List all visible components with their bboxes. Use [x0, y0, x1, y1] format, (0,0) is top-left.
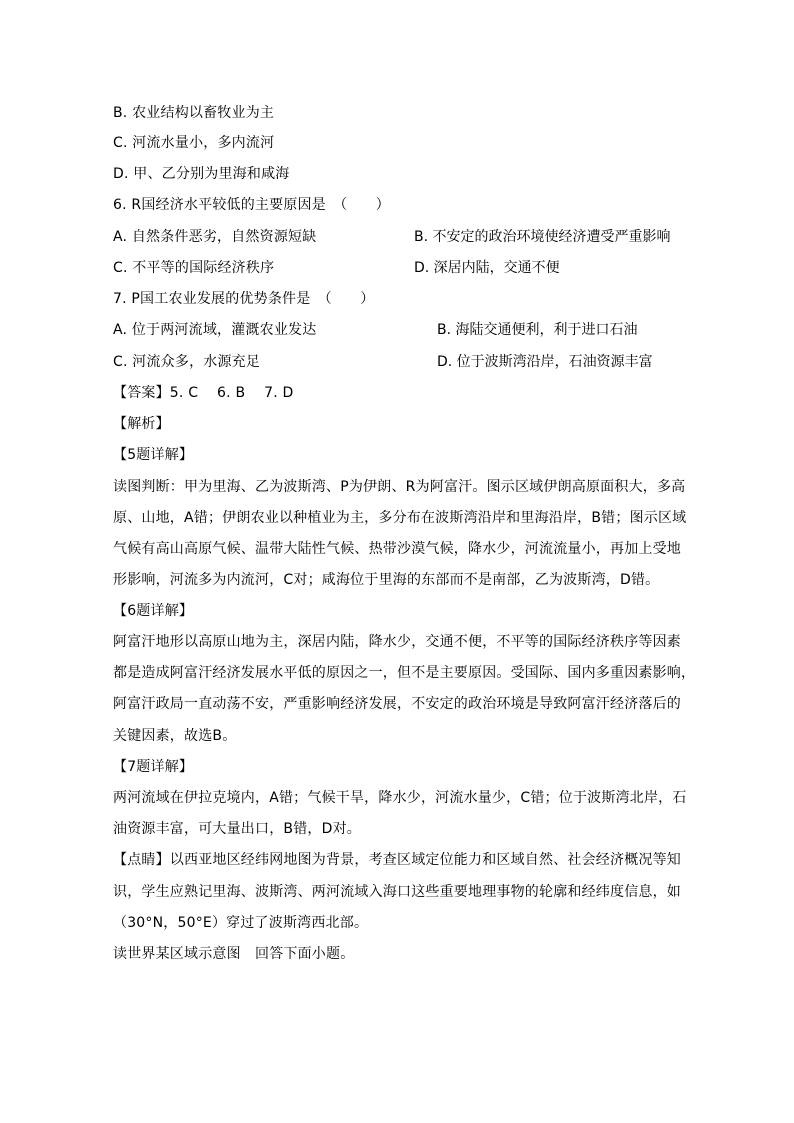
- detail-5-heading: 【5题详解】: [113, 447, 194, 463]
- detail-6-line-1: 阿富汗地形以高原山地为主，深居内陆，降水少，交通不便，不平等的国际经济秩序等因素: [113, 634, 681, 650]
- tip-line-2: 识，学生应熟记里海、波斯湾、两河流域入海口这些重要地理事物的轮廓和经纬度信息，如: [113, 884, 681, 900]
- question-6-option-d: D. 深居内陆，交通不便: [414, 260, 560, 276]
- option-b-line: B. 农业结构以畜牧业为主: [113, 105, 275, 121]
- tip-line-1: 【点睛】以西亚地区经纬网地图为背景，考查区域定位能力和区域自然、社会经济概况等知: [113, 852, 681, 868]
- question-7-option-c: C. 河流众多，水源充足: [113, 354, 261, 370]
- detail-7-line-1: 两河流域在伊拉克境内，A错；气候干旱，降水少，河流水量少，C错；位于波斯湾北岸，石: [113, 790, 687, 806]
- question-6-option-c: C. 不平等的国际经济秩序: [113, 260, 275, 276]
- detail-7-heading: 【7题详解】: [113, 759, 194, 775]
- detail-5-line-4: 形影响，河流多为内流河，C对；咸海位于里海的东部而不是南部，乙为波斯湾，D错。: [113, 572, 660, 588]
- detail-5-line-1: 读图判断：甲为里海、乙为波斯湾、P为伊朗、R为阿富汗。图示区域伊朗高原面积大，多高: [113, 479, 686, 495]
- question-6-option-b: B. 不安定的政治环境使经济遭受严重影响: [414, 229, 671, 245]
- option-d-line: D. 甲、乙分别为里海和咸海: [113, 166, 290, 182]
- detail-7-line-2: 油资源丰富，可大量出口，B错，D对。: [113, 821, 361, 837]
- detail-6-line-2: 都是造成阿富汗经济发展水平低的原因之一，但不是主要原因。受国际、国内多重因素影响，: [113, 665, 696, 681]
- detail-5-line-3: 气候有高山高原气候、温带大陆性气候、热带沙漠气候，降水少，河流流量小，再加上受地: [113, 541, 681, 557]
- question-6-option-a: A. 自然条件恶劣，自然资源短缺: [113, 229, 317, 245]
- detail-5-line-2: 原、山地，A错；伊朗农业以种植业为主，多分布在波斯湾沿岸和里海沿岸，B错；图示区域: [113, 510, 687, 526]
- detail-6-heading: 【6题详解】: [113, 603, 194, 619]
- next-question-intro: 读世界某区域示意图 回答下面小题。: [113, 946, 355, 962]
- question-7-option-a: A. 位于两河流域，灌溉农业发达: [113, 322, 317, 338]
- question-7-option-d: D. 位于波斯湾沿岸，石油资源丰富: [437, 354, 653, 370]
- detail-6-line-4: 关键因素，故选B。: [113, 728, 237, 744]
- detail-6-line-3: 阿富汗政局一直动荡不安，严重影响经济发展，不安定的政治环境是导致阿富汗经济落后的: [113, 696, 681, 712]
- tip-line-3: （30°N，50°E）穿过了波斯湾西北部。: [113, 915, 369, 931]
- question-6: 6. R国经济水平较低的主要原因是 （ ）: [113, 197, 390, 213]
- answer-line: 【答案】5. C 6. B 7. D: [113, 385, 294, 401]
- question-7: 7. P国工农业发展的优势条件是 （ ）: [113, 291, 375, 307]
- analysis-heading: 【解析】: [113, 416, 170, 432]
- option-c-line: C. 河流水量小，多内流河: [113, 135, 275, 151]
- question-7-option-b: B. 海陆交通便利，利于进口石油: [437, 322, 638, 338]
